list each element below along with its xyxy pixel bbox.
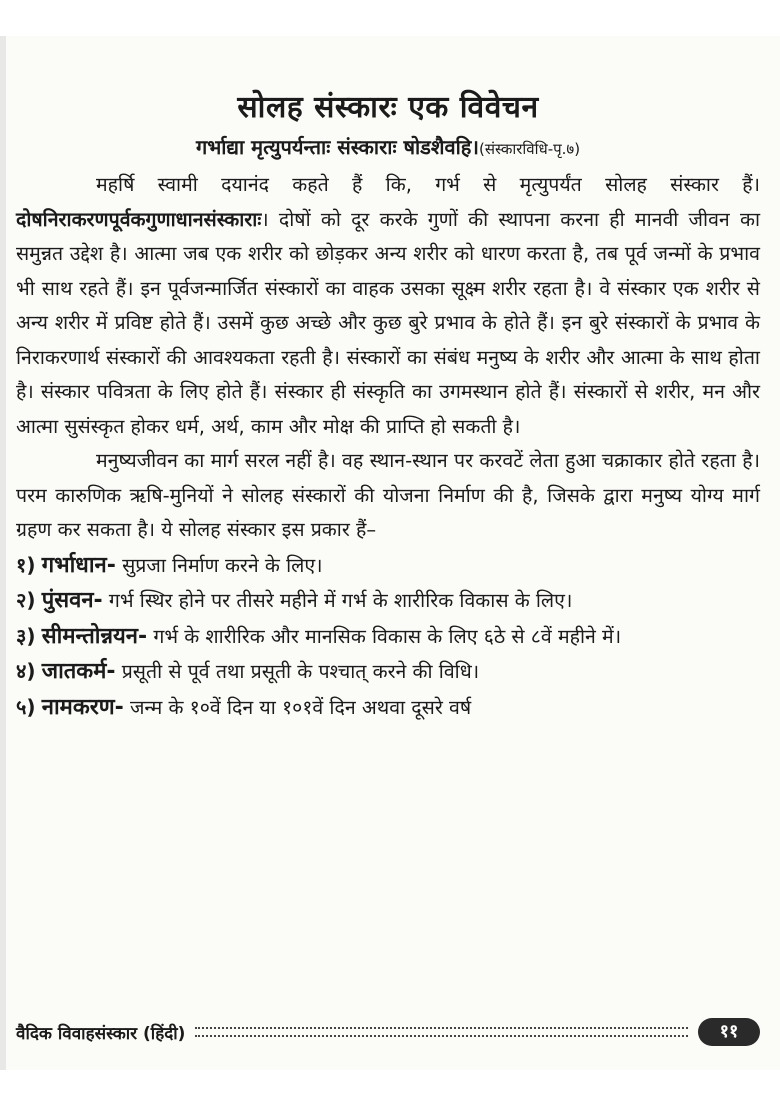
list-item-number: ४)	[16, 659, 36, 683]
paragraph-2	[16, 444, 760, 548]
sanskar-list	[16, 548, 760, 726]
verse-reference: (संस्कारविधि-पृ.७)	[479, 140, 581, 158]
page-gutter-shadow	[0, 36, 6, 1070]
page-content	[16, 88, 760, 725]
list-item-description: गर्भ स्थिर होने पर तीसरे महीने में गर्भ के शारीरिक विकास के लिए।	[102, 589, 573, 612]
list-item-term: सीमन्तोन्नयन-	[41, 623, 148, 649]
bottom-margin	[0, 1070, 780, 1108]
list-item-term: गर्भाधान-	[41, 552, 116, 578]
footer-book-title: वैदिक विवाहसंस्कार (हिंदी)	[16, 1023, 186, 1044]
list-item	[16, 548, 760, 584]
paragraph-1-text-b: । दोषों को दूर करके गुणों की स्थापना करना ही मानवी जीवन का समुन्नत उद्देश है। आत्मा जब एक शरीर को छोड़कर अन्य शरीर को धारण करता है, तब पूर्व जन्मों के प्रभाव भी साथ रहते हैं। इन पूर्वजन्मार्जित संस्कारों का वाहक उसका सूक्ष्म शरीर रहता है। वे संस्कार एक शरीर से अन्य शरीर में प्रविष्ट होते हैं। उसमें कुछ अच्छे और कुछ बुरे प्रभाव के होते हैं। इन बुरे संस्कारों के प्रभाव के निराकरणार्थ संस्कारों की आवश्यकता रहती है। संस्कारों का संबंध मनुष्य के शरीर और आत्मा के साथ होता है। संस्कार पवित्रता के लिए होते हैं। संस्कार ही संस्कृति का उगमस्थान होते हैं। संस्कारों से शरीर, मन और आत्मा सुसंस्कृत होकर धर्म, अर्थ, काम और मोक्ष की प्राप्ति हो सकती है।	[16, 207, 760, 438]
list-item-term: नामकरण-	[41, 694, 124, 720]
list-item-term: जातकर्म-	[41, 659, 116, 684]
list-item-number: ३)	[16, 623, 36, 648]
verse-line	[16, 132, 760, 164]
list-item-description: गर्भ के शारीरिक और मानसिक विकास के लिए ६ठे से ८वें महीने में।	[147, 624, 622, 648]
page-footer	[16, 1012, 760, 1052]
list-item-number: २)	[16, 588, 36, 612]
footer-dotted-rule	[195, 1027, 688, 1037]
list-item	[16, 583, 760, 619]
paragraph-1-text-a: महर्षि स्वामी दयानंद कहते हैं कि, गर्भ से मृत्युपर्यंत सोलह संस्कार हैं।	[96, 173, 760, 196]
paragraph-1	[16, 168, 760, 444]
page-title: सोलह संस्कारः एक विवेचन	[237, 90, 539, 125]
list-item-description: जन्म के १०वें दिन या १०१वें दिन अथवा दूसरे वर्ष	[123, 695, 472, 719]
list-item	[16, 690, 760, 726]
list-item-number: १)	[16, 552, 36, 577]
top-margin	[0, 0, 780, 36]
paragraph-1-sanskrit-phrase: दोषनिराकरणपूर्वकगुणाधानसंस्काराः	[16, 207, 262, 231]
list-item	[16, 654, 760, 690]
paragraph-2-text: मनुष्यजीवन का मार्ग सरल नहीं है। वह स्थान-स्थान पर करवटें लेता हुआ चक्राकार होते रहता है। परम कारुणिक ऋषि-मुनियों ने सोलह संस्कारों की योजना निर्माण की है, जिसके द्वारा मनुष्य योग्य मार्ग ग्रहण कर सकता है। ये सोलह संस्कार इस प्रकार हैं–	[16, 449, 760, 541]
list-item	[16, 619, 760, 655]
page-number-badge: ११	[698, 1018, 760, 1046]
sanskrit-verse: गर्भाद्या मृत्युपर्यन्ताः संस्काराः षोडशैवहि।	[195, 135, 479, 159]
list-item-number: ५)	[16, 694, 36, 719]
list-item-description: सुप्रजा निर्माण करने के लिए।	[115, 553, 323, 577]
list-item-term: पुंसवन-	[41, 588, 103, 613]
list-item-description: प्रसूती से पूर्व तथा प्रसूती के पश्चात् करने की विधि।	[115, 660, 480, 683]
